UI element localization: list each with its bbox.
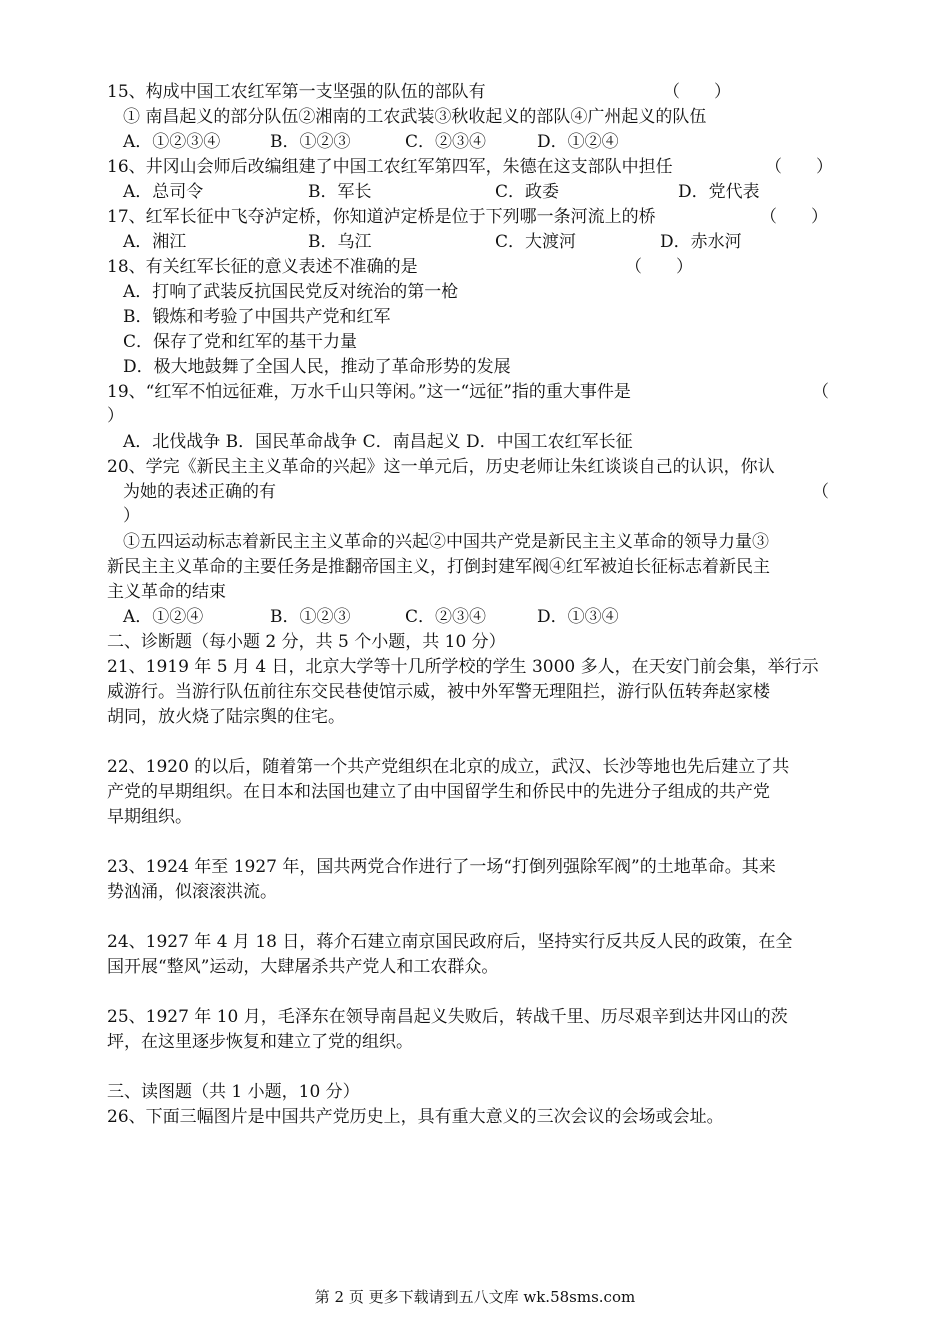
- q26-stem: 26、下面三幅图片是中国共产党历史上，具有重大意义的三次会议的会场或会址。: [107, 1107, 724, 1127]
- q16-stem: 16、井冈山会师后改编组建了中国工农红军第四军，朱德在这支部队中担任: [107, 157, 673, 177]
- q17-option-a: A．湘江: [123, 232, 187, 252]
- q15-option-b: B．①②③: [270, 132, 351, 152]
- q17-answer-paren: （ ）: [760, 207, 828, 227]
- q20-stem-line-2: 为她的表述正确的有: [123, 482, 276, 502]
- q22-line-1: 22、1920 的以后，随着第一个共产党组织在北京的成立，武汉、长沙等地也先后建立了共: [107, 757, 790, 777]
- q18-answer-paren: （ ）: [625, 257, 693, 277]
- q15-answer-paren: （ ）: [663, 82, 731, 102]
- q18-option-d: D．极大地鼓舞了全国人民，推动了革命形势的发展: [123, 357, 511, 377]
- q15-option-d: D．①②④: [537, 132, 619, 152]
- q21-line-2: 威游行。当游行队伍前往东交民巷使馆示威，被中外军警无理阻拦，游行队伍转奔赵家楼: [107, 682, 770, 702]
- q18-option-b: B．锻炼和考验了中国共产党和红军: [123, 307, 391, 327]
- q19-paren-open: （: [812, 382, 829, 402]
- q21-line-1: 21、1919 年 5 月 4 日，北京大学等十几所学校的学生 3000 多人，在天安门前会集，举行示: [107, 657, 819, 677]
- page-footer: 第 2 页 更多下载请到五八文库 wk.58sms.com: [314, 1288, 636, 1306]
- q22-line-2: 产党的早期组织。在日本和法国也建立了由中国留学生和侨民中的先进分子组成的共产党: [107, 782, 770, 802]
- q15-items: ① 南昌起义的部分队伍②湘南的工农武装③秋收起义的部队④广州起义的队伍: [123, 107, 707, 127]
- q23-line-1: 23、1924 年至 1927 年，国共两党合作进行了一场“打倒列强除军阀”的土地革命。其来: [107, 857, 776, 877]
- q18-option-a: A．打响了武装反抗国民党反对统治的第一枪: [123, 282, 459, 302]
- q20-option-b: B．①②③: [270, 607, 351, 627]
- q20-paren-close: ）: [123, 506, 140, 526]
- q22-line-3: 早期组织。: [107, 807, 192, 827]
- q19-paren-close: ）: [107, 406, 124, 426]
- q19-stem: 19、“红军不怕远征难，万水千山只等闲。”这一“远征”指的重大事件是: [107, 382, 631, 402]
- q19-options: A．北伐战争 B．国民革命战争 C．南昌起义 D．中国工农红军长征: [123, 432, 633, 452]
- q20-items-line-1: ①五四运动标志着新民主主义革命的兴起②中国共产党是新民主主义革命的领导力量③: [123, 532, 769, 552]
- q17-stem: 17、红军长征中飞夺泸定桥，你知道泸定桥是位于下列哪一条河流上的桥: [107, 207, 656, 227]
- q21-line-3: 胡同，放火烧了陆宗舆的住宅。: [107, 707, 345, 727]
- q15-option-a: A．①②③④: [123, 132, 221, 152]
- q16-option-a: A．总司令: [123, 182, 204, 202]
- q17-option-c: C．大渡河: [495, 232, 577, 252]
- q24-line-2: 国开展“整风”运动，大肆屠杀共产党人和工农群众。: [107, 957, 499, 977]
- q16-answer-paren: （ ）: [765, 157, 833, 177]
- q20-items-line-2: 新民主主义革命的主要任务是推翻帝国主义，打倒封建军阀④红军被迫长征标志着新民主: [107, 557, 770, 577]
- q20-option-d: D．①③④: [537, 607, 619, 627]
- q18-option-c: C．保存了党和红军的基干力量: [123, 332, 358, 352]
- q16-option-c: C．政委: [495, 182, 560, 202]
- q16-option-b: B．军长: [308, 182, 372, 202]
- q17-option-b: B．乌江: [308, 232, 372, 252]
- q23-line-2: 势汹涌，似滚滚洪流。: [107, 882, 277, 902]
- q20-items-line-3: 主义革命的结束: [107, 582, 226, 602]
- q17-option-d: D．赤水河: [660, 232, 742, 252]
- section-2-heading: 二、诊断题（每小题 2 分，共 5 个小题，共 10 分）: [107, 632, 506, 652]
- q20-stem-line-1: 20、学完《新民主主义革命的兴起》这一单元后，历史老师让朱红谈谈自己的认识，你认: [107, 457, 775, 477]
- q18-stem: 18、有关红军长征的意义表述不准确的是: [107, 257, 418, 277]
- q20-paren-open: （: [812, 482, 829, 502]
- q24-line-1: 24、1927 年 4 月 18 日，蒋介石建立南京国民政府后，坚持实行反共反人民的政策，在全: [107, 932, 793, 952]
- q16-option-d: D．党代表: [678, 182, 760, 202]
- q20-option-a: A．①②④: [123, 607, 204, 627]
- section-3-heading: 三、读图题（共 1 小题，10 分）: [107, 1082, 360, 1102]
- q15-option-c: C．②③④: [405, 132, 487, 152]
- q20-option-c: C．②③④: [405, 607, 487, 627]
- q25-line-1: 25、1927 年 10 月，毛泽东在领导南昌起义失败后，转战千里、历尽艰辛到达井冈山的茨: [107, 1007, 788, 1027]
- q15-stem: 15、构成中国工农红军第一支坚强的队伍的部队有: [107, 82, 486, 102]
- q25-line-2: 坪，在这里逐步恢复和建立了党的组织。: [107, 1032, 413, 1052]
